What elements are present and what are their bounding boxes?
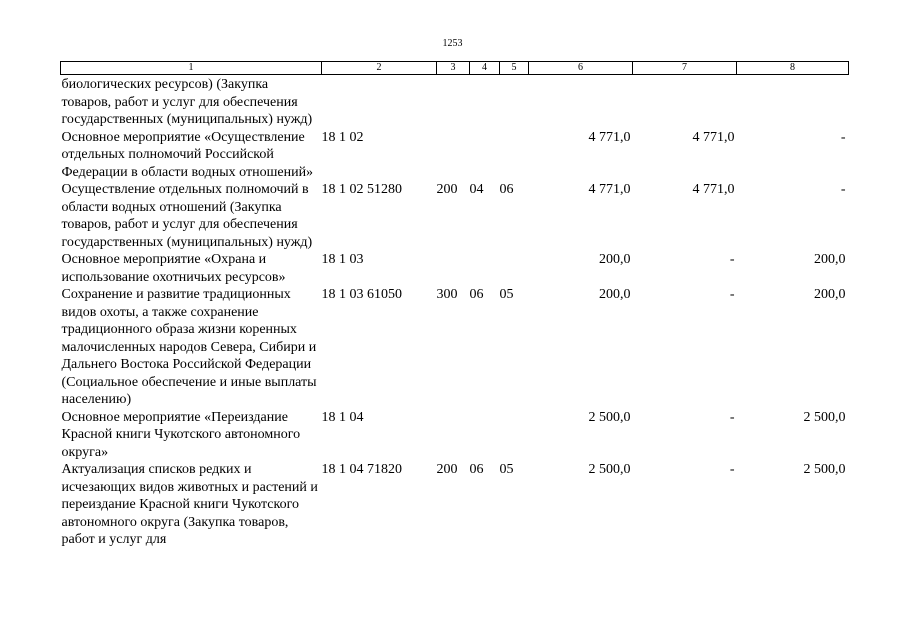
row-value-8: 200,0 — [814, 252, 846, 267]
row-value-7: 4 771,0 — [692, 182, 735, 197]
row-expense-type: 200 — [436, 462, 458, 477]
row-section — [470, 129, 500, 182]
page-number: 1253 — [442, 38, 463, 49]
table-row — [61, 251, 849, 286]
row-value-8 — [737, 75, 849, 129]
row-expense-type: 200 — [436, 182, 458, 197]
table-row — [61, 129, 849, 182]
header-col-1: 1 — [61, 62, 322, 75]
row-description: биологических ресурсов) (Закупка товаров, работ и услуг для обеспечения государственных (муниципальных) нужд) — [61, 77, 313, 127]
table-row — [61, 75, 849, 129]
row-value-7: 4 771,0 — [692, 129, 735, 145]
row-subsection — [500, 409, 529, 462]
row-value-6: 2 500,0 — [588, 409, 631, 425]
row-code: 18 1 04 — [321, 409, 364, 425]
budget-table — [60, 61, 849, 549]
row-code: 18 1 02 — [321, 129, 364, 145]
row-description: Актуализация списков редких и исчезающих видов животных и растений и переиздание Красной книги Чукотского автономного округа (Закупка товаров, работ и услуг для — [61, 462, 318, 547]
row-value-7: - — [729, 287, 735, 302]
row-expense-type — [437, 409, 470, 462]
row-code: 18 1 02 51280 — [321, 182, 402, 197]
row-expense-type — [437, 75, 470, 129]
header-row — [61, 62, 849, 75]
table-row — [61, 409, 849, 462]
row-section: 06 — [469, 462, 484, 477]
row-value-6: 4 771,0 — [588, 129, 631, 145]
row-description: Основное мероприятие «Переиздание Красной книги Чукотского автономного округа» — [61, 409, 301, 460]
header-col-2: 2 — [322, 62, 437, 75]
row-description: Осуществление отдельных полномочий в области водных отношений (Закупка товаров, работ и услуг для обеспечения государственных (муниципальных) нужд) — [61, 182, 313, 250]
row-expense-type: 300 — [436, 287, 458, 302]
row-value-7: - — [729, 462, 735, 477]
row-code: 18 1 03 61050 — [321, 287, 402, 302]
header-col-8: 8 — [737, 62, 849, 75]
row-section: 04 — [469, 182, 484, 197]
row-value-7: - — [729, 252, 735, 267]
row-subsection — [500, 129, 529, 182]
row-value-6: 2 500,0 — [588, 462, 631, 477]
table-row — [61, 181, 849, 251]
row-value-8: 2 500,0 — [803, 462, 846, 477]
header-col-3: 3 — [437, 62, 470, 75]
row-value-6 — [529, 75, 633, 129]
header-col-7: 7 — [633, 62, 737, 75]
row-description: Сохранение и развитие традиционных видов охоты, а также сохранение традиционного образа жизни коренных малочисленных народов Севера, Сибири и Дальнего Востока Российской Федерации (Социальное обеспечение и иные выплаты населению) — [61, 287, 317, 407]
row-subsection: 05 — [499, 462, 514, 477]
row-description: Основное мероприятие «Осуществление отдельных полномочий Российской Федерации в области водных отношений» — [61, 129, 314, 180]
row-expense-type — [437, 129, 470, 182]
row-value-8: - — [840, 182, 846, 197]
header-col-5: 5 — [500, 62, 529, 75]
row-value-8: 200,0 — [814, 287, 846, 302]
row-subsection — [500, 251, 529, 286]
row-section: 06 — [469, 287, 484, 302]
header-col-6: 6 — [529, 62, 633, 75]
row-value-7: - — [729, 409, 735, 425]
header-col-4: 4 — [470, 62, 500, 75]
row-description: Основное мероприятие «Охрана и использование охотничьих ресурсов» — [61, 252, 286, 285]
row-code: 18 1 04 71820 — [321, 462, 402, 477]
row-section — [470, 75, 500, 129]
table-row — [61, 461, 849, 549]
row-subsection: 05 — [499, 287, 514, 302]
row-value-6: 200,0 — [599, 252, 631, 267]
row-subsection — [500, 75, 529, 129]
row-value-8: - — [840, 129, 846, 145]
row-value-6: 200,0 — [599, 287, 631, 302]
row-section — [470, 409, 500, 462]
row-section — [470, 251, 500, 286]
row-code — [322, 75, 437, 129]
row-value-7 — [633, 75, 737, 129]
row-expense-type — [437, 251, 470, 286]
table-row — [61, 286, 849, 409]
row-value-6: 4 771,0 — [588, 182, 631, 197]
row-subsection: 06 — [499, 182, 514, 197]
row-value-8: 2 500,0 — [803, 409, 846, 425]
row-code: 18 1 03 — [321, 252, 364, 267]
